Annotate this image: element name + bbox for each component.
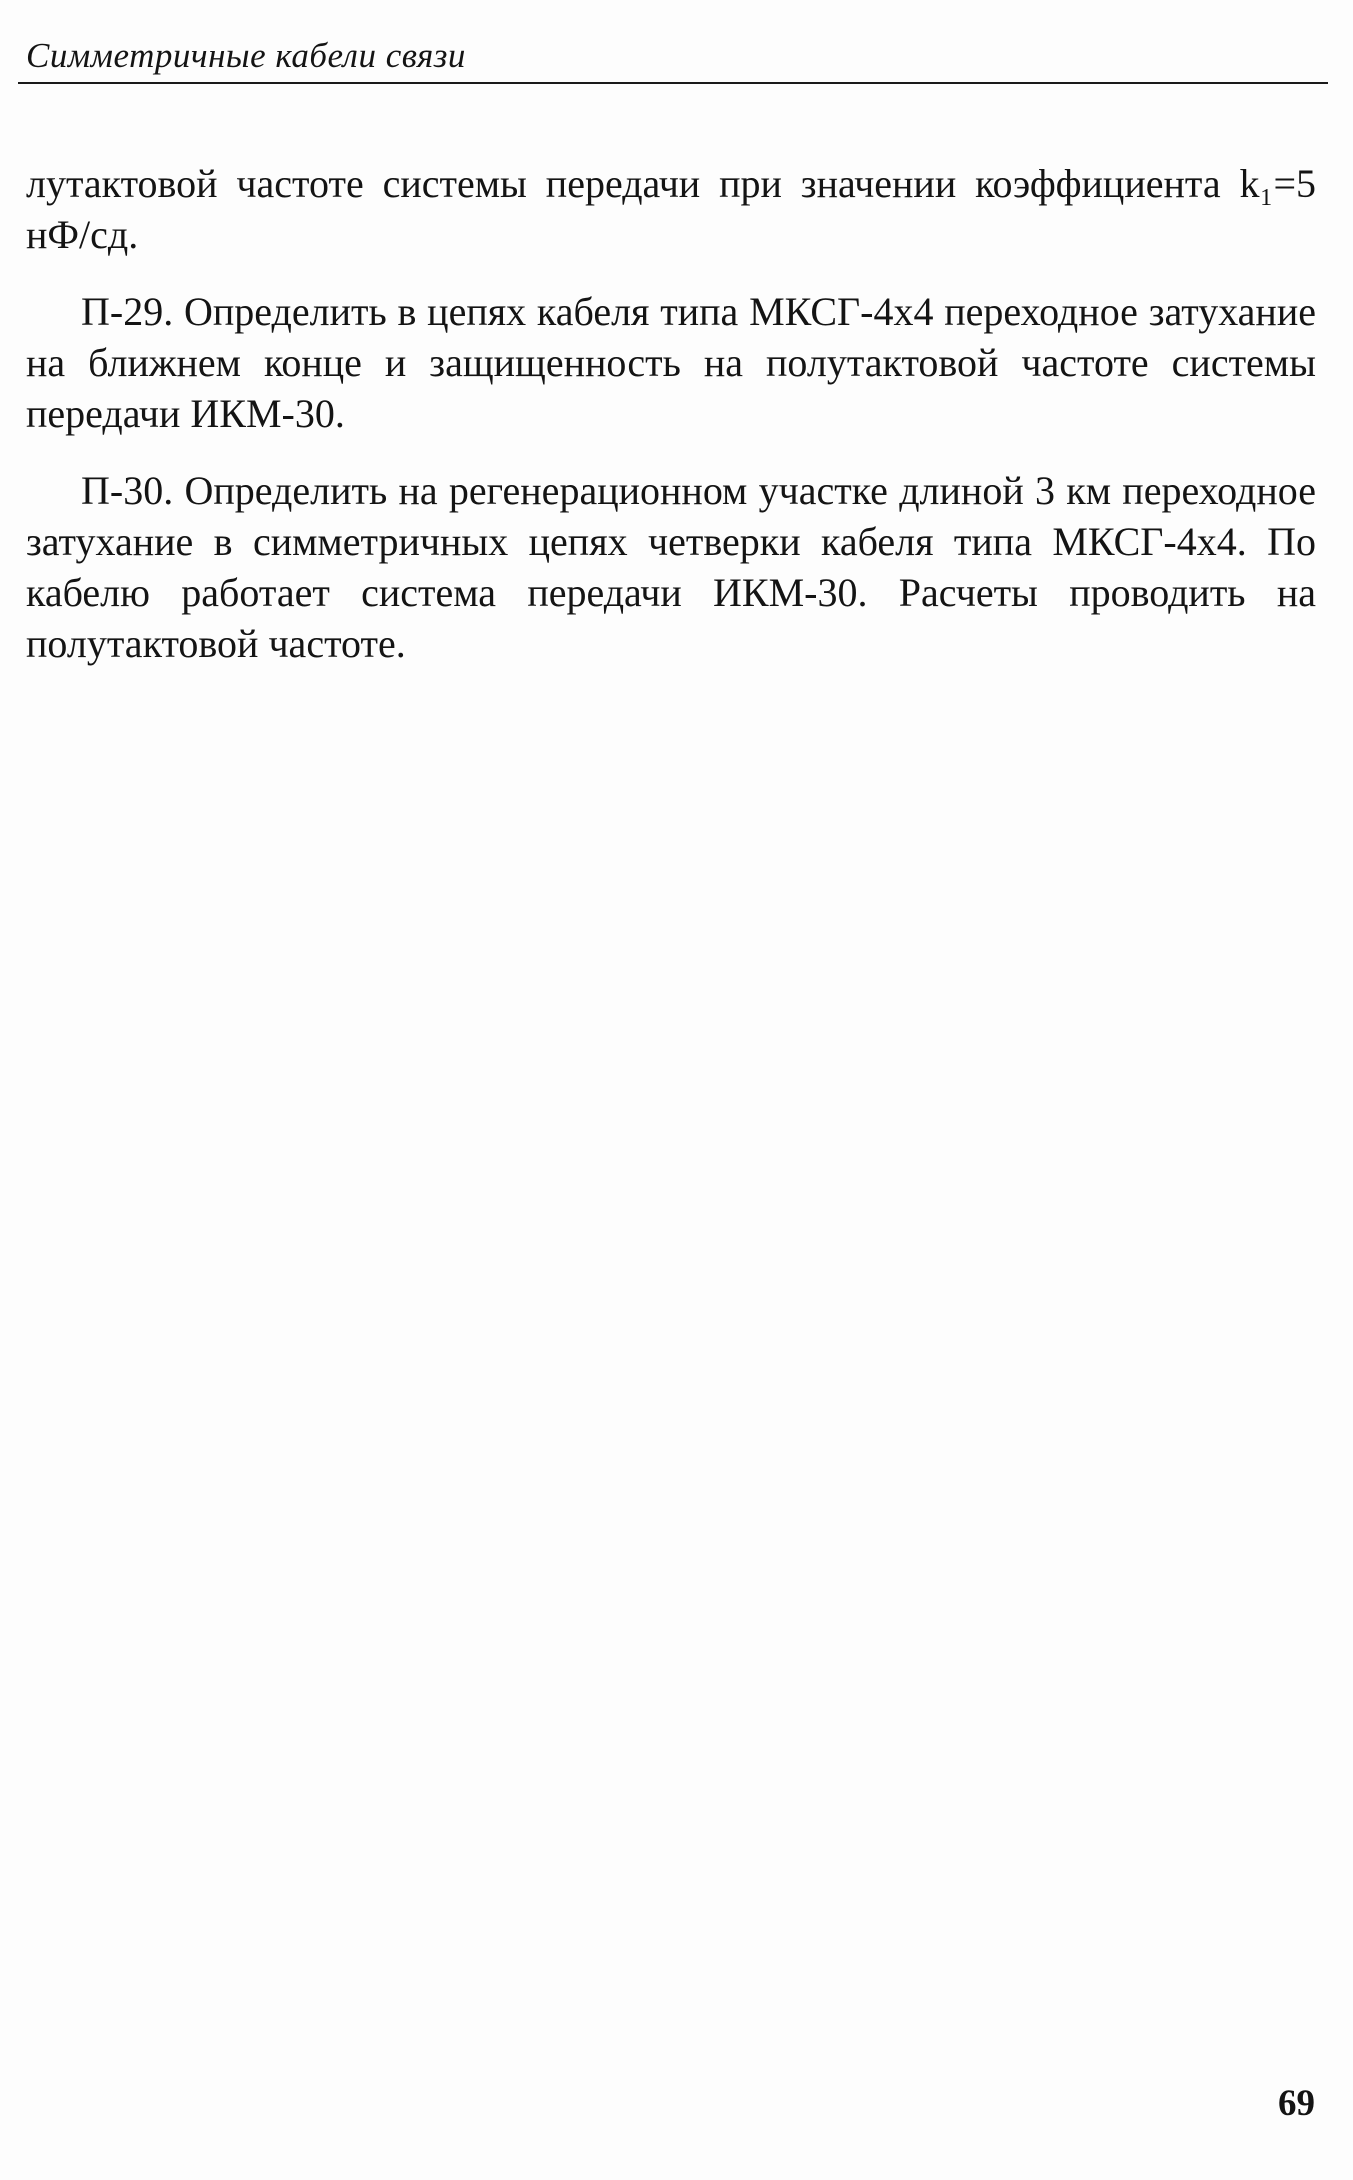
paragraph-problem-30: П-30. Определить на регенерационном участке длиной 3 км переходное затухание в симметричных цепях четверки кабеля типа МКСГ-4х4. По кабелю работает система передачи ИКМ-30. Расчеты проводить на полутактовой частоте. bbox=[26, 468, 1316, 666]
body-text bbox=[26, 158, 1316, 695]
running-header-title: Симметричные кабели связи bbox=[26, 36, 466, 75]
paragraph-continuation: лутактовой частоте системы передачи при значении коэффициента k₁=5 нФ/сд. bbox=[26, 161, 1316, 257]
page-number: 69 bbox=[1278, 2083, 1315, 2124]
running-header bbox=[18, 32, 1328, 84]
paragraph-problem-29: П-29. Определить в цепях кабеля типа МКСГ-4х4 переходное затухание на ближнем конце и защищенность на полутактовой частоте системы передачи ИКМ-30. bbox=[26, 289, 1316, 436]
